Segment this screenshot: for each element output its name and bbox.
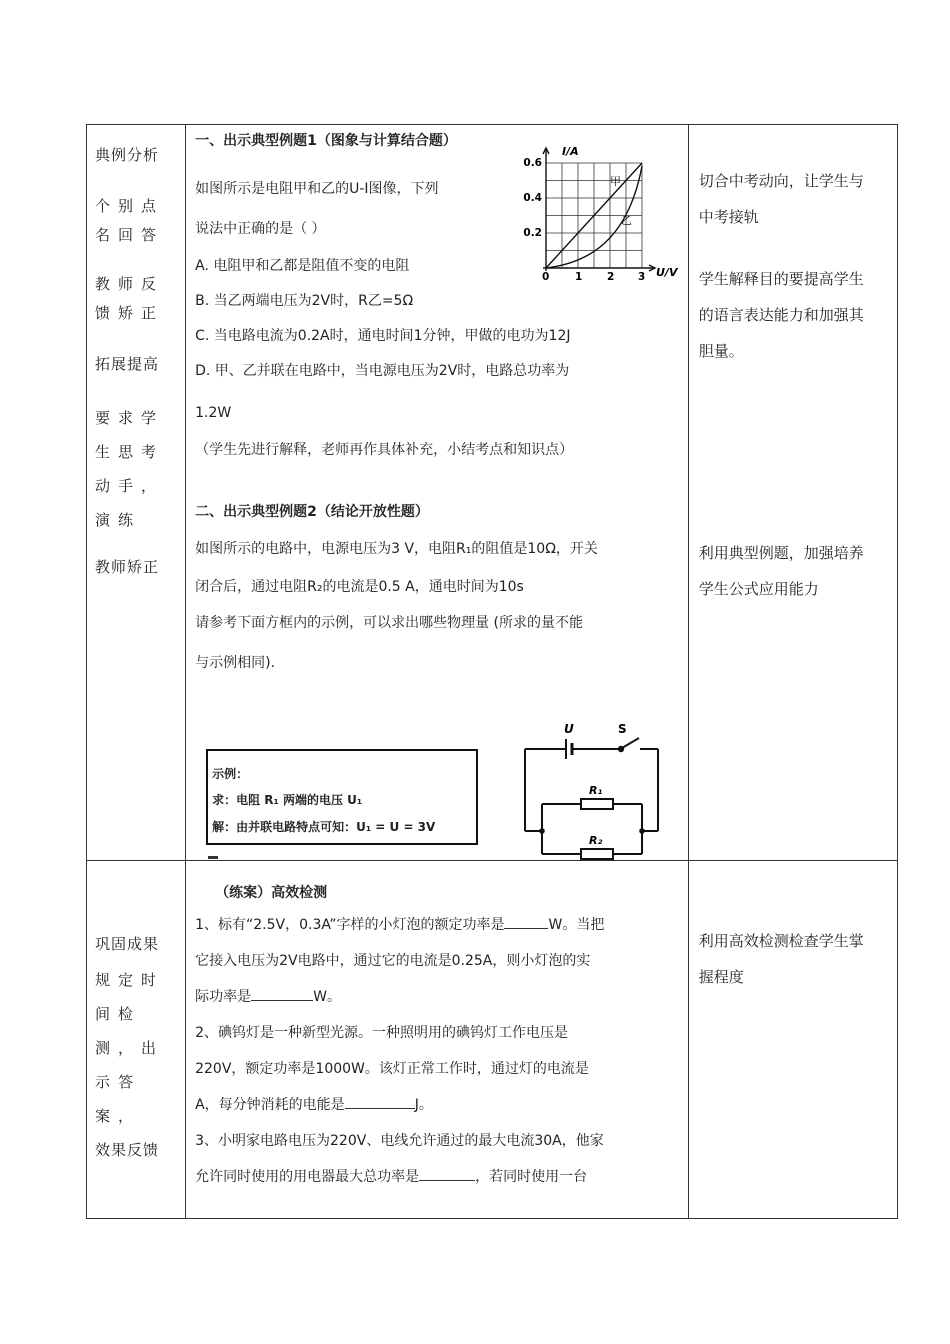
question-1: 1、标有“2.5V，0.3A”字样的小灯泡的额定功率是 W。当把 [195,917,605,933]
intent-column-cell [688,861,897,1219]
r2-label: R₂ [589,834,603,847]
example1-note: （学生先进行解释，老师再作具体补充，小结考点和知识点） [195,442,574,458]
stage-label: 典例分析 [95,146,160,164]
option-a: A. 电阻甲和乙都是阻值不变的电阻 [195,258,410,274]
question-2-continued: 220V，额定功率是1000W。该灯正常工作时，通过灯的电流是 [195,1061,589,1077]
intent-text: 学生解释目的要提高学生 [698,270,864,288]
intent-text: 握程度 [698,968,744,986]
option-d-continued: 1.2W [195,405,232,421]
y-axis-label: I/A [562,145,579,158]
table-row [87,125,898,861]
answer-blank[interactable] [419,1168,475,1181]
question-3: 3、小明家电路电压为220V、电线允许通过的最大电流30A，他家 [195,1133,604,1149]
stage-label: 巩固成果 [95,935,160,953]
question-2: 2、碘钨灯是一种新型光源。一种照明用的碘钨灯工作电压是 [195,1025,569,1041]
stage-label: 拓展提高 [95,355,160,373]
x-axis-label: U/V [656,266,678,279]
stage-label: 效果反馈 [95,1141,160,1159]
stage-label: 教师矫正 [95,558,160,576]
process-column-cell [87,861,186,1219]
option-c: C. 当电路电流为0.2A时，通电时间1分钟，甲做的电功为12J [195,328,571,344]
example2-stem: 如图所示的电路中，电源电压为3 V，电阻R₁的阻值是10Ω，开关 [195,541,598,557]
circuit-diagram [522,721,682,861]
intent-column-cell [688,125,897,861]
ui-graph [518,141,688,281]
intent-text: 切合中考动向，让学生与 [698,172,864,190]
practice-heading: （练案）高效检测 [215,885,328,901]
content-column-cell [186,125,689,861]
content-column-cell [186,861,689,1219]
intent-text: 利用典型例题，加强培养 [698,544,864,562]
intent-text: 学生公式应用能力 [698,580,819,598]
example2-stem: 请参考下面方框内的示例，可以求出哪些物理量 (所求的量不能 [195,615,584,631]
stage-label: 教师反馈矫正 [95,275,165,322]
question-3-continued: 允许同时使用的用电器最大总功率是 ，若同时使用一台 [195,1169,588,1185]
switch-label: S [618,722,627,736]
intent-text: 胆量。 [698,342,744,360]
curve-label-jia: 甲 [610,175,622,188]
stage-label: 规定时间检测，出示答案， [95,971,165,1125]
source-label: U [564,722,574,736]
y-tick-label: 0.6 [523,157,543,169]
table-row [87,861,898,1219]
example-box-question: 求：电阻 R₁ 两端的电压 U₁ [212,793,363,807]
y-tick-label: 0.2 [523,227,543,239]
example-box-solution: 解：由并联电路特点可知：U₁ = U = 3V [212,820,436,834]
y-tick-label: 0.4 [523,192,543,204]
answer-blank[interactable] [504,916,548,929]
answer-blank[interactable] [251,988,313,1001]
stage-label: 个别点名回答 [95,197,165,244]
x-tick-label: 1 [575,271,583,281]
process-column-cell [87,125,186,861]
x-tick-label: 0 [542,271,550,281]
example2-heading: 二、出示典型例题2（结论开放性题） [195,504,429,520]
x-tick-label: 2 [607,271,615,281]
example2-stem: 闭合后，通过电阻R₂的电流是0.5 A，通电时间为10s [195,579,524,595]
example1-heading: 一、出示典型例题1（图象与计算结合题） [195,133,457,149]
example1-stem: 如图所示是电阻甲和乙的U-I图像，下列 [195,181,439,197]
answer-blank[interactable] [345,1096,415,1109]
example1-stem: 说法中正确的是（ ） [195,221,326,237]
option-b: B. 当乙两端电压为2V时，R乙=5Ω [195,293,414,309]
question-2-continued: A，每分钟消耗的电能是 J。 [195,1097,433,1113]
resistor-r1 [581,799,613,809]
resistor-r2 [581,849,613,859]
x-tick-label: 3 [638,271,646,281]
question-1-continued: 际功率是 W。 [195,989,341,1005]
curve-label-yi: 乙 [621,214,633,227]
example-box-title: 示例： [212,767,249,781]
r1-label: R₁ [589,784,603,797]
option-d: D. 甲、乙并联在电路中，当电源电压为2V时，电路总功率为 [195,363,570,379]
intent-text: 中考接轨 [698,208,759,226]
example-box [206,749,478,845]
lesson-plan-table [86,124,898,1219]
intent-text: 的语言表达能力和加强其 [698,306,864,324]
question-1-continued: 它接入电压为2V电路中，通过它的电流是0.25A，则小灯泡的实 [195,953,591,969]
stage-label: 要求学生思考动手，演练 [95,409,165,529]
example2-stem: 与示例相同). [195,655,276,671]
intent-text: 利用高效检测检查学生掌 [698,932,864,950]
switch-blade [622,738,639,748]
box-mark [208,856,218,859]
